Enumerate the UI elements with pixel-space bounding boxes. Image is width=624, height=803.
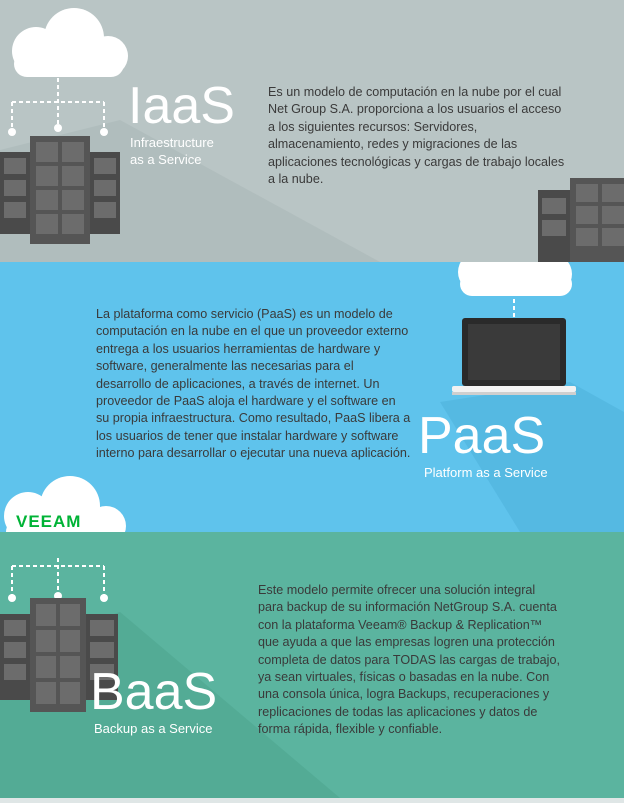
baas-description: Este modelo permite ofrecer una solución integral para backup de su información NetGroup S.A. cuenta con la plataforma Veeam® Backup & Replication™ que ayuda a que las empresas logren una protección completa de datos para TODAS las cargas de trabajo, ya sean virtuales, físicas o basadas en la nube. Con una consola única, logra Backups, recuperaciones y replicaciones de todas las aplicaciones y datos de forma rápida, flexible y confiable. (258, 583, 560, 737)
iaas-title: IaaS (128, 77, 235, 135)
veeam-logo: VEEAM (16, 512, 82, 531)
iaas-description: Es un modelo de computación en la nube por el cual Net Group S.A. proporciona a los usuarios el acceso a los siguientes recursos: Servidores, almacenamiento, redes y migraciones de las aplicaciones tecnológicas y cargas de trabajo locales a la nube. (268, 85, 565, 187)
server-rack-icon (0, 136, 130, 246)
iaas-subtitle-line2: as a Service (130, 152, 202, 167)
iaas-section (0, 0, 624, 262)
baas-subtitle: Backup as a Service (94, 721, 213, 736)
laptop-icon (452, 318, 582, 398)
paas-title: PaaS (418, 407, 546, 465)
baas-section (0, 532, 624, 798)
baas-title: BaaS (90, 663, 218, 721)
paas-description: La plataforma como servicio (PaaS) es un modelo de computación en la nube en el que un proveedor externo entrega a los usuarios herramientas de hardware y software, generalmente las necesarias para el desarrollo de aplicaciones, a través de internet. Un proveedor de PaaS aloja el hardware y el software en su propia infraestructura. Como resultado, PaaS libera a los usuarios de tener que instalar hardware y software interno para desarrollar o ejecutar una nueva aplicación. (96, 307, 411, 461)
server-rack-icon (538, 178, 624, 262)
paas-subtitle: Platform as a Service (424, 465, 548, 480)
cloud-icon (448, 262, 588, 290)
bottom-strip (0, 798, 624, 803)
iaas-subtitle-line1: Infraestructure (130, 135, 214, 150)
network-lines (0, 74, 120, 144)
